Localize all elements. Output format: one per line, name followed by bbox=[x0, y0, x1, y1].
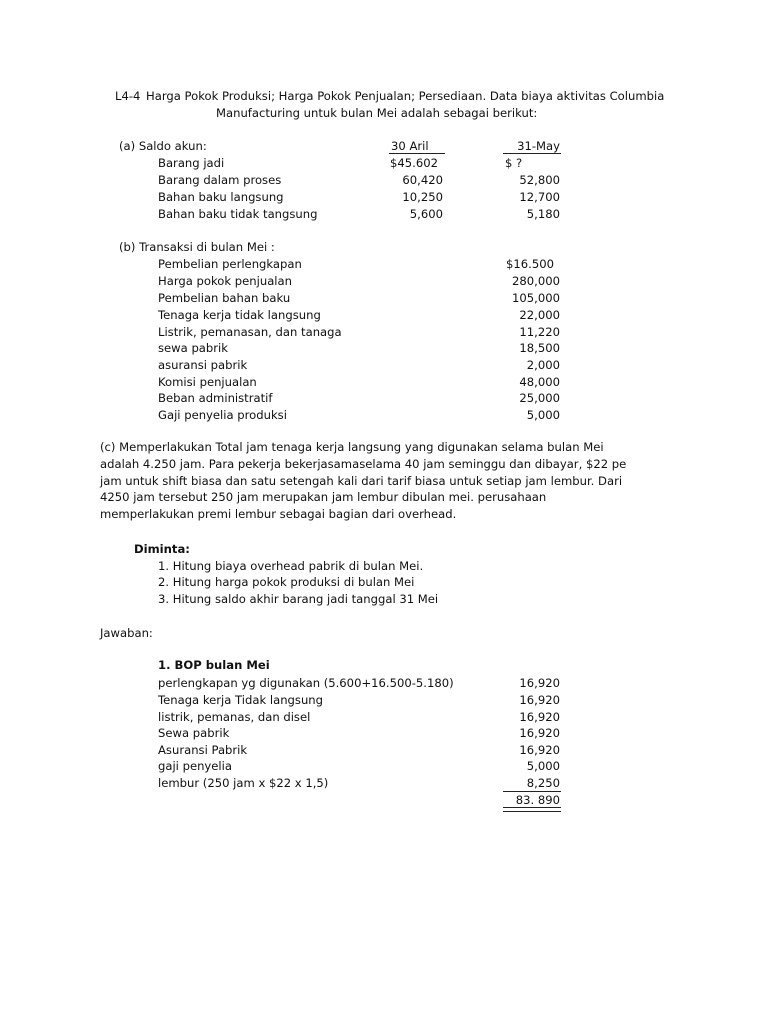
transaction-value: $16.500 bbox=[506, 257, 554, 271]
bop-row-label: perlengkapan yg digunakan (5.600+16.500-5.180) bbox=[158, 676, 454, 690]
transaction-value: 48,000 bbox=[519, 375, 560, 389]
bop-row-value: 16,920 bbox=[519, 726, 560, 740]
bop-row-value: 16,920 bbox=[519, 743, 560, 757]
bop-row-value: 16,920 bbox=[519, 693, 560, 707]
problem-code: L4-4 bbox=[115, 89, 141, 103]
transaction-label: Tenaga kerja tidak langsung bbox=[158, 308, 321, 322]
col-header-30-april: 30 Aril bbox=[391, 139, 429, 153]
transaction-value: 25,000 bbox=[519, 391, 560, 405]
transaction-value: 2,000 bbox=[526, 358, 560, 372]
bop-row-value: 16,920 bbox=[519, 676, 560, 690]
bop-row-value: 5,000 bbox=[526, 759, 560, 773]
bop-row-label: Asuransi Pabrik bbox=[158, 743, 248, 757]
transaction-value: 11,220 bbox=[519, 325, 560, 339]
problem-title: Harga Pokok Produksi; Harga Pokok Penjualan; Persediaan. Data biaya aktivitas Columbia bbox=[146, 89, 665, 103]
diminta-item: 3. Hitung saldo akhir barang jadi tanggal 31 Mei bbox=[158, 592, 439, 606]
bop-subtitle: 1. BOP bulan Mei bbox=[158, 658, 270, 672]
bop-row-label: Sewa pabrik bbox=[158, 726, 230, 740]
saldo-row-label: Barang dalam proses bbox=[158, 173, 282, 187]
transaction-value: 18,500 bbox=[519, 341, 560, 355]
transaction-label: Gaji penyelia produksi bbox=[158, 408, 287, 422]
col-header-underline bbox=[389, 153, 445, 154]
transaction-value: 22,000 bbox=[519, 308, 560, 322]
transaction-label: Beban administratif bbox=[158, 391, 273, 405]
transaction-label: sewa pabrik bbox=[158, 341, 228, 355]
bop-row-label: lembur (250 jam x $22 x 1,5) bbox=[158, 776, 329, 790]
bop-row-value: 8,250 bbox=[526, 776, 560, 790]
transaction-value: 5,000 bbox=[526, 408, 560, 422]
diminta-title: Diminta: bbox=[134, 542, 190, 556]
saldo-row-value-may: 12,700 bbox=[519, 190, 560, 204]
diminta-item: 2. Hitung harga pokok produksi di bulan Mei bbox=[158, 575, 415, 589]
transaction-label: asuransi pabrik bbox=[158, 358, 248, 372]
diminta-item: 1. Hitung biaya overhead pabrik di bulan Mei. bbox=[158, 559, 424, 573]
bop-row-label: Tenaga kerja Tidak langsung bbox=[158, 693, 323, 707]
total-double-underline bbox=[503, 807, 561, 812]
saldo-row-label: Bahan baku langsung bbox=[158, 190, 284, 204]
col-header-31-may: 31-May bbox=[517, 139, 560, 153]
bop-total-value: 83. 890 bbox=[515, 793, 560, 807]
bop-row-label: listrik, pemanas, dan disel bbox=[158, 710, 311, 724]
saldo-row-value-april: 5,600 bbox=[409, 207, 443, 221]
saldo-row-value-may: 5,180 bbox=[526, 207, 560, 221]
transaction-value: 105,000 bbox=[512, 291, 560, 305]
saldo-row-value-may: 52,800 bbox=[519, 173, 560, 187]
jawaban-title: Jawaban: bbox=[100, 626, 153, 640]
transaction-label: Komisi penjualan bbox=[158, 375, 257, 389]
transaction-label: Pembelian perlengkapan bbox=[158, 257, 302, 271]
section-b-title: (b) Transaksi di bulan Mei : bbox=[119, 240, 275, 254]
transaction-label: Pembelian bahan baku bbox=[158, 291, 291, 305]
problem-title-line2: Manufacturing untuk bulan Mei adalah sebagai berikut: bbox=[216, 106, 538, 120]
col-header-underline bbox=[503, 153, 561, 154]
saldo-row-value-april: 60,420 bbox=[402, 173, 443, 187]
transaction-label: Listrik, pemanasan, dan tanaga bbox=[158, 325, 342, 339]
bop-row-value: 16,920 bbox=[519, 710, 560, 724]
total-rule bbox=[503, 791, 561, 792]
bop-row-label: gaji penyelia bbox=[158, 759, 232, 773]
transaction-label: Harga pokok penjualan bbox=[158, 274, 292, 288]
section-c-paragraph: (c) Memperlakukan Total jam tenaga kerja langsung yang digunakan selama bulan Mei adalah 4.250 jam. Para pekerja bekerjasamaselama 40 jam seminggu dan dibayar, $22 pe jam untuk shift biasa dan satu setengah kali dari tarif biasa untuk setiap jam lembur. Dari 4250 jam tersebut 250 jam merupakan jam lembur dibulan mei. perusahaan memperlakukan premi lembur sebagai bagian dari overhead. bbox=[100, 440, 627, 522]
transaction-value: 280,000 bbox=[512, 274, 560, 288]
saldo-row-value-may: $ ? bbox=[505, 156, 523, 170]
section-a-title: (a) Saldo akun: bbox=[119, 139, 207, 153]
saldo-row-value-april: $45.602 bbox=[390, 156, 438, 170]
saldo-row-value-april: 10,250 bbox=[402, 190, 443, 204]
saldo-row-label: Barang jadi bbox=[158, 156, 225, 170]
saldo-row-label: Bahan baku tidak tangsung bbox=[158, 207, 318, 221]
